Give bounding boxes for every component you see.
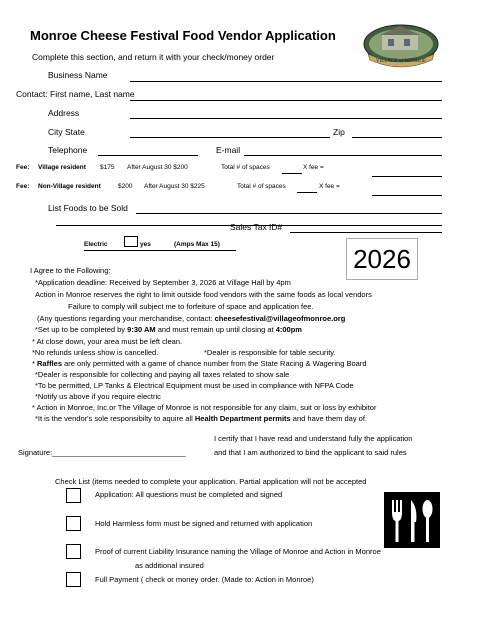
checklist-item-1: Application: All questions must be completed and signed xyxy=(95,490,283,499)
business-name-field[interactable] xyxy=(130,81,442,82)
checklist-heading: Check List (items needed to complete your application. Partial application will not be accepted xyxy=(55,477,367,486)
telephone-label: Telephone xyxy=(48,145,88,155)
business-name-label: Business Name xyxy=(48,70,108,80)
sales-tax-field[interactable] xyxy=(290,232,442,233)
agree-line-12: * Action in Monroe, Inc.or The Village of Monroe is not responsible for any claim, suit or loss by exhibitor xyxy=(32,403,377,412)
sales-tax-label: Sales Tax ID# xyxy=(230,222,283,232)
contact-label: Contact: First name, Last name xyxy=(16,89,135,99)
electric-label: Electric xyxy=(84,241,108,248)
electric-yes: yes xyxy=(140,241,151,248)
fork-knife-spoon-icon xyxy=(384,492,440,548)
resident-spaces-field[interactable] xyxy=(282,173,302,174)
agree-line-7a: *No refunds unless show is cancelled. xyxy=(32,348,159,357)
nonresident-spaces-field[interactable] xyxy=(297,192,317,193)
fee-resident-xfee: X fee = xyxy=(303,164,324,171)
form-title: Monroe Cheese Festival Food Vendor Application xyxy=(30,28,336,43)
fee-nonresident-price: $200 xyxy=(118,183,133,190)
year-box xyxy=(346,238,418,280)
nonresident-fee-field[interactable] xyxy=(372,195,442,196)
signature-field[interactable]: Signature:________________________________ xyxy=(18,448,186,457)
fee-resident-spaces: Total # of spaces xyxy=(221,164,270,171)
agree-line-9: *Dealer is responsible for collecting and paying all taxes related to show sale xyxy=(35,370,290,379)
agree-line-3: Failure to comply will subject me to forfeiture of space and application fee. xyxy=(68,302,314,311)
telephone-field[interactable] xyxy=(98,155,198,156)
agree-line-5: *Set up to be completed by 9:30 AM and must remain up until closing at 4:00pm xyxy=(35,325,302,334)
zip-label: Zip xyxy=(333,127,345,137)
village-logo-icon xyxy=(362,22,440,68)
authorize-text: and that I am authorized to bind the applicant to said rules xyxy=(214,448,407,457)
agree-line-10: *To be permitted, LP Tanks & Electrical Equipment must be used in compliance with NFPA Code xyxy=(35,381,354,390)
checklist-item-4: Full Payment ( check or money order. (Made to: Action in Monroe) xyxy=(95,575,314,584)
zip-field[interactable] xyxy=(352,137,442,138)
fee-resident-late: After August 30 $200 xyxy=(127,164,188,171)
electric-underline xyxy=(84,250,236,251)
electric-amps: (Amps Max 15) xyxy=(174,241,220,248)
agree-line-7b: *Dealer is responsible for table security. xyxy=(204,348,336,357)
agree-line-2: Action in Monroe reserves the right to limit outside food vendors with the same foods as local vendors xyxy=(35,290,372,299)
fee-label-2: Fee: xyxy=(16,183,30,190)
contact-field[interactable] xyxy=(130,100,442,101)
instructions: Complete this section, and return it with your check/money order xyxy=(32,52,275,62)
fee-resident-type: Village resident xyxy=(38,164,86,171)
fee-nonresident-late: After August 30 $225 xyxy=(144,183,205,190)
checklist-checkbox-2[interactable] xyxy=(66,516,81,531)
fee-resident-price: $175 xyxy=(100,164,115,171)
foods-field[interactable] xyxy=(136,213,442,214)
checklist-checkbox-4[interactable] xyxy=(66,572,81,587)
fee-nonresident-spaces: Total # of spaces xyxy=(237,183,286,190)
agree-intro: I Agree to the Following: xyxy=(30,266,111,275)
address-label: Address xyxy=(48,108,80,118)
agree-line-13: *It is the vendor's sole responsibilty to aquire all Health Department permits and have them day of. xyxy=(35,414,368,423)
address-field[interactable] xyxy=(130,118,442,119)
agree-line-6: * At close down, your area must be left clean. xyxy=(32,337,183,346)
checklist-checkbox-3[interactable] xyxy=(66,544,81,559)
electric-checkbox[interactable] xyxy=(124,236,138,247)
city-state-label: City State xyxy=(48,127,85,137)
fee-label-1: Fee: xyxy=(16,164,30,171)
agree-line-8: * Raffles are only permitted with a game of chance number from the State Racing & Wagering Board xyxy=(32,359,367,368)
checklist-item-2: Hold Harmless form must be signed and returned with application xyxy=(95,519,313,528)
certify-text: I certify that I have read and understand fully the application xyxy=(214,434,413,443)
city-state-field[interactable] xyxy=(130,137,330,138)
foods-label: List Foods to be Sold xyxy=(48,203,128,213)
fee-nonresident-type: Non-Village resident xyxy=(38,183,101,190)
year-text: 2026 xyxy=(353,244,411,274)
fee-nonresident-xfee: X fee = xyxy=(319,183,340,190)
checklist-checkbox-1[interactable] xyxy=(66,488,81,503)
email-label: E-mail xyxy=(216,145,241,155)
agree-line-1: *Application deadline: Received by September 3, 2026 at Village Hall by 4pm xyxy=(35,278,291,287)
email-field[interactable] xyxy=(244,155,442,156)
checklist-item-3: Proof of current Liability Insurance naming the Village of Monroe and Action in Monroe xyxy=(95,547,381,556)
checklist-item-3-cont: as additional insured xyxy=(135,561,204,570)
svg-text:VILLAGE of MONROE: VILLAGE of MONROE xyxy=(376,59,426,64)
resident-fee-field[interactable] xyxy=(372,176,442,177)
agree-line-11: *Notify us above if you require electric xyxy=(35,392,161,401)
agree-line-4: (Any questions regarding your merchandise, contact: cheesefestival@villageofmonroe.org xyxy=(37,314,346,323)
